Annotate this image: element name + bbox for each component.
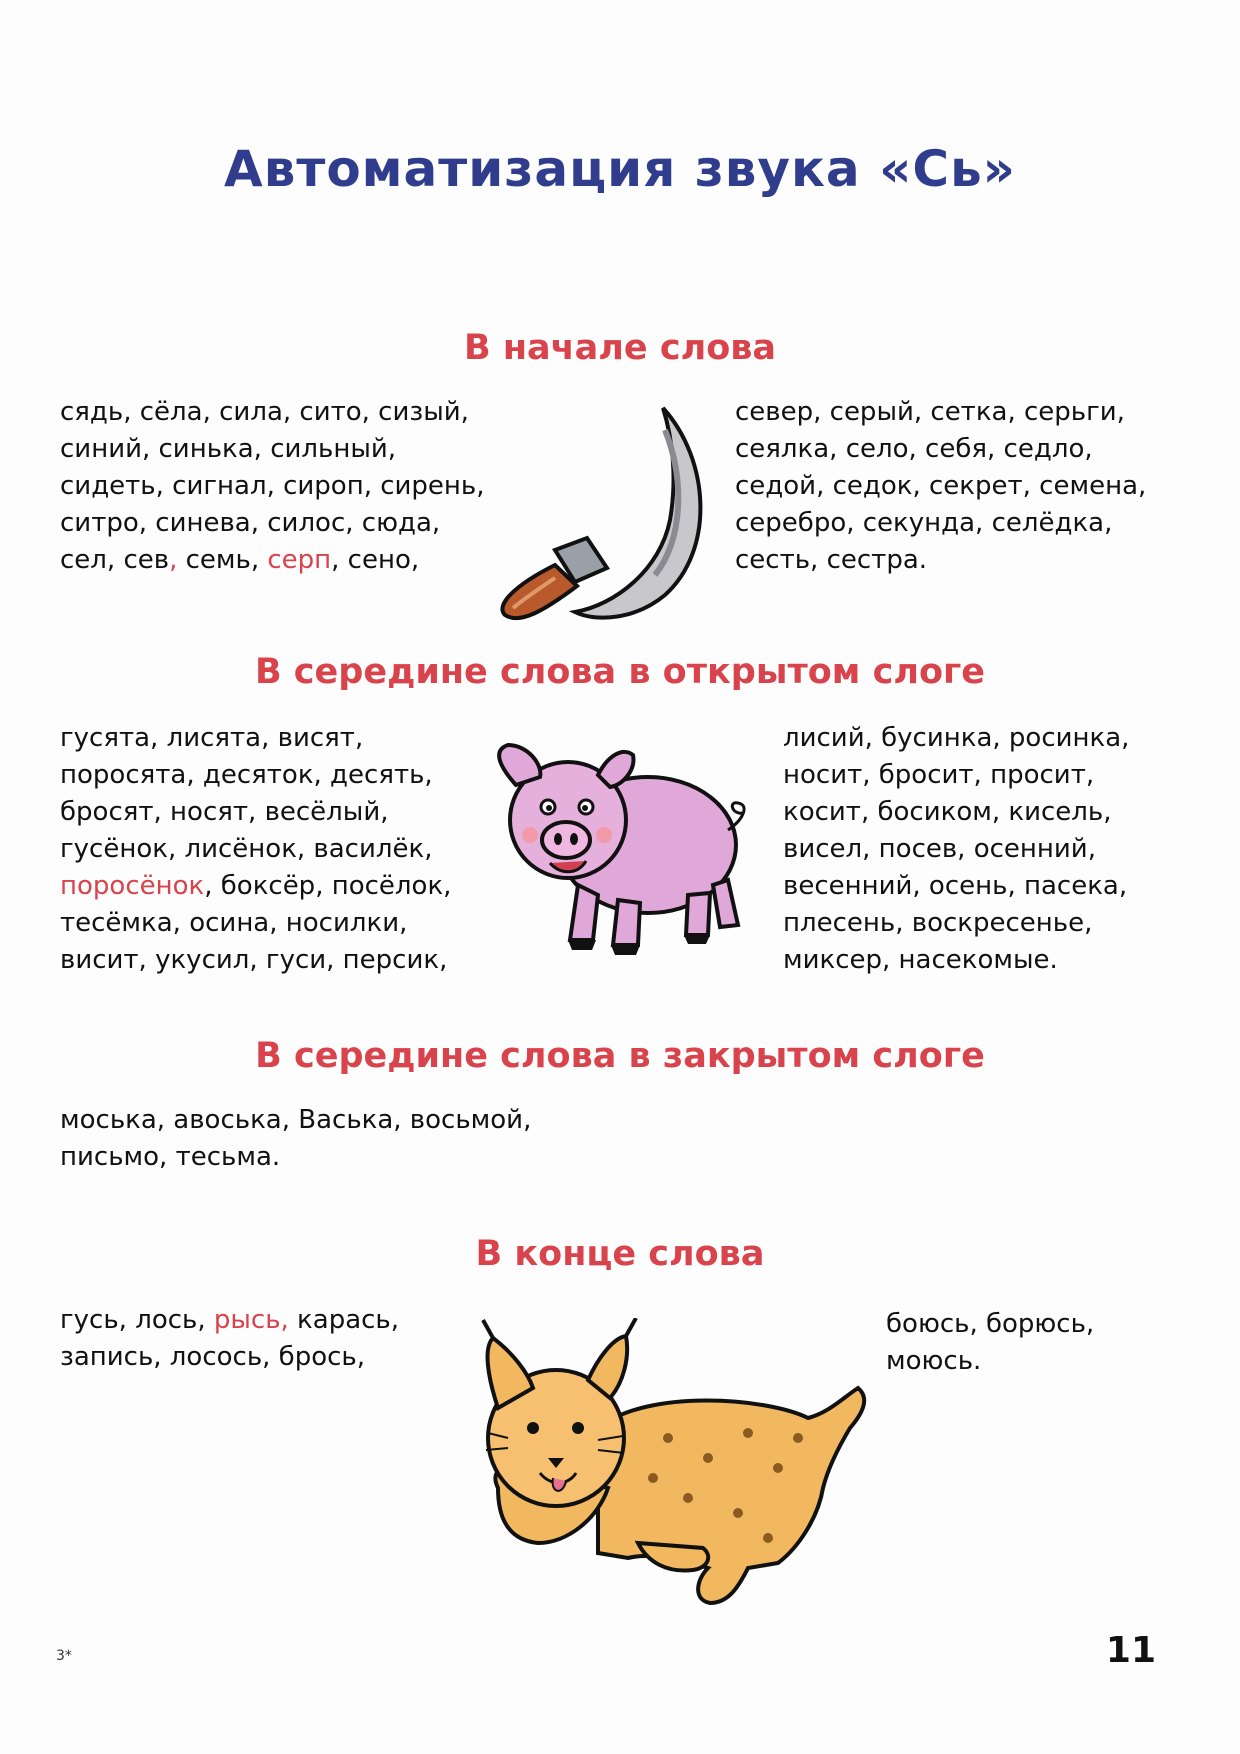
word-line: весенний, осень, пасека, bbox=[783, 871, 1128, 901]
word-text: , боксёр, посёлок, bbox=[204, 871, 452, 901]
word-line: синий, синька, сильный, bbox=[60, 434, 397, 464]
word-line: висит, укусил, гуси, персик, bbox=[60, 945, 448, 975]
word-line: серебро, секунда, селёдка, bbox=[735, 508, 1113, 538]
pig-icon bbox=[488, 735, 758, 965]
word-list-end-left bbox=[60, 1302, 399, 1376]
word-list-beginning-right bbox=[735, 394, 1146, 579]
footnote: 3* bbox=[56, 1648, 72, 1664]
word-text: карась, bbox=[288, 1305, 400, 1335]
word-line: сядь, сёла, сила, сито, сизый, bbox=[60, 397, 469, 427]
word-list-end-right bbox=[886, 1306, 1094, 1380]
word-line: моюсь. bbox=[886, 1346, 982, 1376]
word-line: лисий, бусинка, росинка, bbox=[783, 723, 1130, 753]
highlight-mark: , bbox=[169, 545, 178, 575]
word-line: плесень, воскресенье, bbox=[783, 908, 1093, 938]
word-line: висел, посев, осенний, bbox=[783, 834, 1096, 864]
page-number: 11 bbox=[1105, 1630, 1156, 1671]
word-line: ситро, синева, силос, сюда, bbox=[60, 508, 441, 538]
word-line: гусята, лисята, висят, bbox=[60, 723, 364, 753]
word-line: косит, босиком, кисель, bbox=[783, 797, 1112, 827]
word-line: носит, бросит, просит, bbox=[783, 760, 1095, 790]
word-line: боюсь, борюсь, bbox=[886, 1309, 1095, 1339]
word-line: седой, седок, секрет, семена, bbox=[735, 471, 1147, 501]
sickle-icon bbox=[495, 400, 735, 630]
section-heading-beginning: В начале слова bbox=[463, 328, 777, 368]
word-text: сел, сев bbox=[60, 545, 170, 575]
word-line: письмо, тесьма. bbox=[60, 1142, 281, 1172]
word-line bbox=[60, 542, 485, 579]
highlighted-word: рысь, bbox=[213, 1305, 289, 1335]
section-heading-middle-closed: В середине слова в закрытом слоге bbox=[255, 1036, 985, 1076]
section-heading-end: В конце слова bbox=[475, 1234, 765, 1274]
word-list-middle-open-left bbox=[60, 720, 451, 979]
word-line: север, серый, сетка, серьги, bbox=[735, 397, 1125, 427]
word-line: сеялка, село, себя, седло, bbox=[735, 434, 1093, 464]
section-heading-middle-open: В середине слова в открытом слоге bbox=[254, 652, 986, 692]
highlighted-word: поросёнок bbox=[60, 871, 205, 901]
page-title: Автоматизация звука «Сь» bbox=[224, 140, 1016, 198]
word-text: , сено, bbox=[331, 545, 420, 575]
highlighted-word: серп bbox=[267, 545, 332, 575]
word-line: миксер, насекомые. bbox=[783, 945, 1058, 975]
word-list-middle-open-right bbox=[783, 720, 1129, 979]
word-text: семь, bbox=[177, 545, 268, 575]
word-line: запись, лосось, брось, bbox=[60, 1342, 366, 1372]
word-line: сесть, сестра. bbox=[735, 545, 928, 575]
word-line: тесёмка, осина, носилки, bbox=[60, 908, 408, 938]
lynx-icon bbox=[478, 1318, 878, 1608]
word-line: бросят, носят, весёлый, bbox=[60, 797, 389, 827]
word-line bbox=[60, 868, 451, 905]
word-line bbox=[60, 1302, 399, 1339]
word-list-middle-closed bbox=[60, 1102, 531, 1176]
word-line: гусёнок, лисёнок, василёк, bbox=[60, 834, 433, 864]
word-text: гусь, лось, bbox=[60, 1305, 214, 1335]
word-list-beginning-left bbox=[60, 394, 485, 579]
word-line: поросята, десяток, десять, bbox=[60, 760, 433, 790]
word-line: сидеть, сигнал, сироп, сирень, bbox=[60, 471, 485, 501]
word-line: моська, авоська, Васька, восьмой, bbox=[60, 1105, 532, 1135]
